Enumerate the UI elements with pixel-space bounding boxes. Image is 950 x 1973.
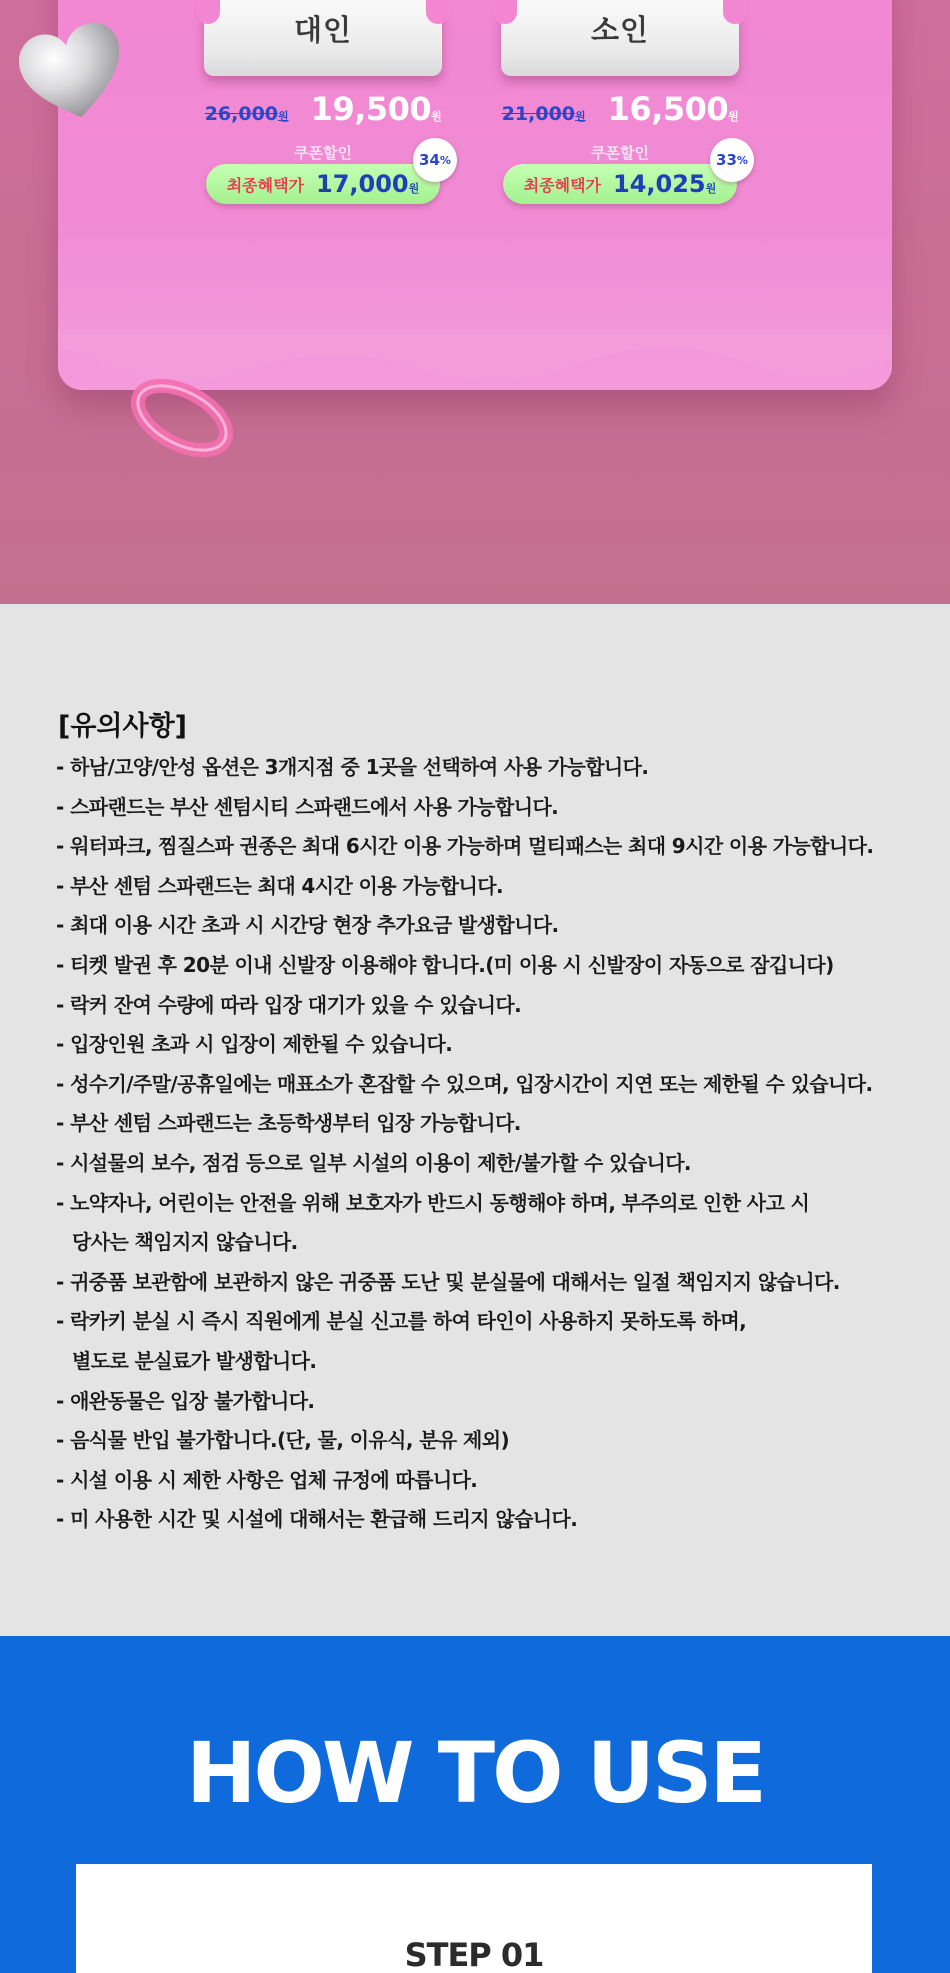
silver-heart-icon [12,18,132,128]
notice-item: - 부산 센텀 스파랜드는 초등학생부터 입장 가능합니다. [56,1111,521,1136]
notice-item: - 하남/고양/안성 옵션은 3개지점 중 1곳을 선택하여 사용 가능합니다. [56,755,649,779]
notice-title: [유의사항] [58,711,188,742]
notice-item: - 락카키 분실 시 즉시 직원에게 분실 신고를 하여 타인이 사용하지 못하도록 하며, [56,1309,747,1334]
product-tab [204,0,442,76]
final-price-pill [206,164,440,204]
notice-item: - 부산 센텀 스파랜드는 최대 4시간 이용 가능합니다. [56,873,503,898]
sale-price: 16,500원 [607,90,739,128]
notice-item: - 워터파크, 찜질스파 권종은 최대 6시간 이용 가능하며 멀티패스는 최대 9시간 이용 가능합니다. [56,834,874,859]
notice-item: - 시설물의 보수, 점검 등으로 일부 시설의 이용이 제한/불가할 수 있습니다. [56,1150,691,1175]
step-card [76,1864,872,1973]
notice-item: - 미 사용한 시간 및 시설에 대해서는 환급해 드리지 않습니다. [56,1507,578,1532]
notice-item: - 성수기/주말/공휴일에는 매표소가 혼잡할 수 있으며, 입장시간이 지연 또는 제한될 수 있습니다. [56,1071,873,1096]
discount-badge: 34 % [413,138,457,182]
notice-item: - 음식물 반입 불가합니다.(단, 물, 이유식, 분유 제외) [56,1428,509,1453]
coupon-label: 쿠폰할인 [591,144,649,162]
how-to-use-section [0,1636,950,1973]
notice-item: - 시설 이용 시 제한 사항은 업체 규정에 따릅니다. [56,1467,478,1492]
original-price: 21,000원 [501,103,586,125]
coupon-row [500,134,748,198]
product-card-adult[interactable] [203,0,451,198]
how-to-use-title: HOW TO USE [186,1724,764,1822]
notice-item-continued: 별도로 분실료가 발생합니다. [72,1348,317,1373]
product-title: 대인 [293,13,353,47]
original-price: 26,000원 [204,103,289,125]
notice-item: - 애완동물은 입장 불가합니다. [56,1388,315,1413]
coupon-row [203,134,451,198]
product-title: 소인 [590,13,650,47]
final-price: 14,025원 [613,170,717,198]
notice-item: - 노약자나, 어린이는 안전을 위해 보호자가 반드시 동행해야 하며, 부주의로 인한 사고 시 [56,1190,810,1215]
notice-item: - 락커 잔여 수량에 따라 입장 대기가 있을 수 있습니다. [56,992,522,1017]
product-tab [501,0,739,76]
final-price: 17,000원 [316,170,420,198]
notice-item: - 입장인원 초과 시 입장이 제한될 수 있습니다. [56,1032,453,1057]
final-price-pill [503,164,737,204]
pricing-section [0,0,950,604]
notice-item-continued: 당사는 책임지지 않습니다. [72,1230,298,1255]
product-card-child[interactable] [500,0,748,198]
step-label: STEP 01 [404,1936,544,1973]
notice-list [56,748,936,1540]
final-price-label: 최종혜택가 [523,175,601,195]
notice-item: - 스파랜드는 부산 센텀시티 스파랜드에서 사용 가능합니다. [56,794,559,819]
discount-badge: 33 % [710,138,754,182]
notice-item: - 귀중품 보관함에 보관하지 않은 귀중품 도난 및 분실물에 대해서는 일절 책임지지 않습니다. [56,1269,840,1294]
notice-item: - 최대 이용 시간 초과 시 시간당 현장 추가요금 발생합니다. [56,913,559,938]
pink-ring-icon [112,368,242,468]
final-price-label: 최종혜택가 [226,175,304,195]
notice-item: - 티켓 발권 후 20분 이내 신발장 이용해야 합니다.(미 이용 시 신발장이 자동으로 잠깁니다) [56,952,834,977]
sale-price: 19,500원 [310,90,442,128]
notice-section [0,604,950,1636]
price-row [203,90,443,130]
coupon-label: 쿠폰할인 [294,144,352,162]
price-row [500,90,740,130]
